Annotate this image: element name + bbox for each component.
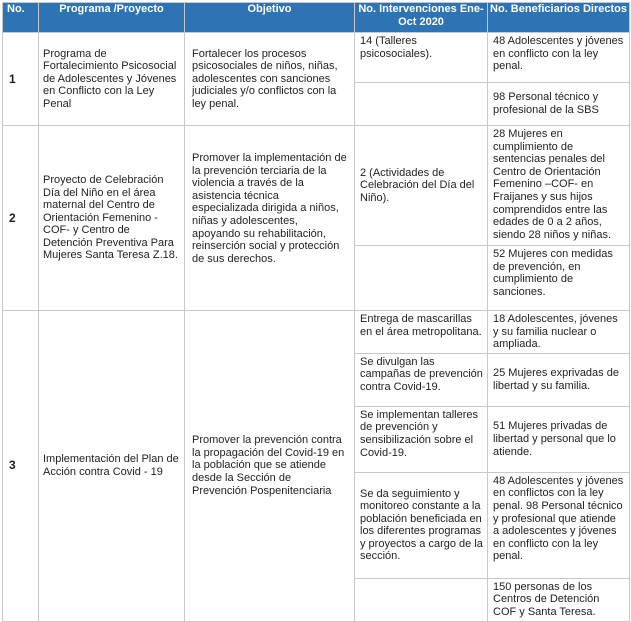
- row-number: 3: [3, 311, 39, 622]
- intervencion-cell: Se implementan talleres de prevención y sensibilización sobre el Covid-19.: [355, 406, 488, 472]
- programs-table: [2, 2, 630, 622]
- table-row: [3, 33, 630, 83]
- intervencion-cell: Se divulgan las campañas de prevención contra Covid-19.: [355, 353, 488, 406]
- intervencion-cell: [355, 578, 488, 621]
- header-no: No.: [3, 3, 39, 33]
- objetivo-cell: Promover la implementación de la prevención terciaria de la violencia a través de la asistencia técnica especializada dirigida a niños, niñas y adolescentes, apoyando su rehabilitación, reinserción social y protección de sus derechos.: [185, 126, 355, 311]
- intervencion-cell: 2 (Actividades de Celebración del Día del Niño).: [355, 126, 488, 246]
- table-row: [3, 126, 630, 246]
- beneficiario-cell: 48 Adolescentes y jóvenes en conflictos con la ley penal. 98 Personal técnico y profesional que atiende a adolescentes y jóvenes en conflicto con la ley penal.: [488, 472, 630, 578]
- objetivo-cell: Promover la prevención contra la propagación del Covid-19 en la población que se atiende desde la Sección de Prevención Pospenitenciaria: [185, 311, 355, 622]
- beneficiario-cell: 98 Personal técnico y profesional de la SBS: [488, 83, 630, 126]
- intervencion-cell: Se da seguimiento y monitoreo constante a la población beneficiada en los diferentes programas y proyectos a cargo de la sección.: [355, 472, 488, 578]
- beneficiario-cell: 48 Adolescentes y jóvenes en conflicto con la ley penal.: [488, 33, 630, 83]
- objetivo-cell: Fortalecer los procesos psicosociales de niños, niñas, adolescentes con sanciones judiciales y/o conflictos con la ley penal.: [185, 33, 355, 126]
- header-row: [3, 3, 630, 33]
- beneficiario-cell: 25 Mujeres exprivadas de libertad y su familia.: [488, 353, 630, 406]
- programa-cell: Programa de Fortalecimiento Psicosocial de Adolescentes y Jóvenes en Conflicto con la Ley Penal: [39, 33, 185, 126]
- header-objetivo: Objetivo: [185, 3, 355, 33]
- intervencion-cell: [355, 246, 488, 311]
- header-beneficiarios: No. Beneficiarios Directos: [488, 3, 630, 33]
- beneficiario-cell: 52 Mujeres con medidas de prevención, en cumplimiento de sanciones.: [488, 246, 630, 311]
- row-number: 1: [3, 33, 39, 126]
- intervencion-cell: 14 (Talleres psicosociales).: [355, 33, 488, 83]
- intervencion-cell: Entrega de mascarillas en el área metropolitana.: [355, 311, 488, 354]
- beneficiario-cell: 51 Mujeres privadas de libertad y personal que lo atiende.: [488, 406, 630, 472]
- row-number: 2: [3, 126, 39, 311]
- header-programa: Programa /Proyecto: [39, 3, 185, 33]
- header-intervenciones: No. Intervenciones Ene-Oct 2020: [355, 3, 488, 33]
- table-row: [3, 311, 630, 354]
- programa-cell: Proyecto de Celebración Día del Niño en el área maternal del Centro de Orientación Femenino - COF- y Centro de Detención Preventiva Para Mujeres Santa Teresa Z.18.: [39, 126, 185, 311]
- programa-cell: Implementación del Plan de Acción contra Covid - 19: [39, 311, 185, 622]
- beneficiario-cell: 18 Adolescentes, jóvenes y su familia nuclear o ampliada.: [488, 311, 630, 354]
- intervencion-cell: [355, 83, 488, 126]
- beneficiario-cell: 28 Mujeres en cumplimiento de sentencias penales del Centro de Orientación Femenino –COF- en Fraijanes y sus hijos comprendidos entre las edades de 0 a 2 años, siendo 28 niños y niñas.: [488, 126, 630, 246]
- beneficiario-cell: 150 personas de los Centros de Detención COF y Santa Teresa.: [488, 578, 630, 621]
